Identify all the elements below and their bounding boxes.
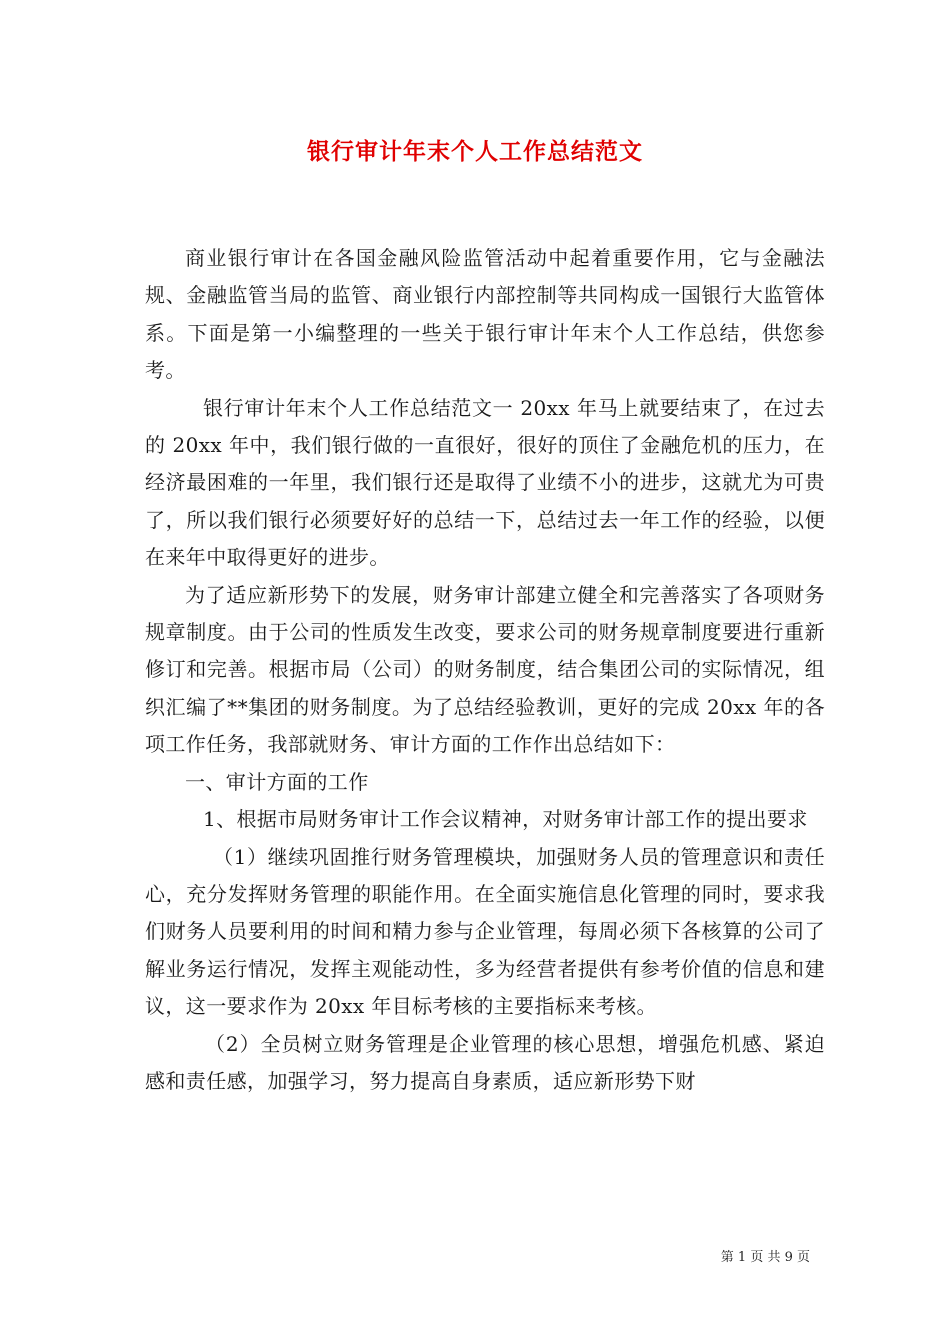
paragraph-intro: 商业银行审计在各国金融风险监管活动中起着重要作用，它与金融法规、金融监管当局的监管、商业银行内部控制等共同构成一国银行大监管体系。下面是第一小编整理的一些关于银行审计年末个人工作总结，供您参考。 xyxy=(145,246,825,383)
document-body xyxy=(145,240,825,1100)
document-title: 银行审计年末个人工作总结范文 xyxy=(307,138,643,165)
paragraph-summary-one: 银行审计年末个人工作总结范文一 20xx 年马上就要结束了，在过去的 20xx 年中，我们银行做的一直很好，很好的顶住了金融危机的压力，在经济最困难的一年里，我们银行还是取得了业绩不小的进步，这就尤为可贵了，所以我们银行必须要好好的总结一下，总结过去一年工作的经验，以便在来年中取得更好的进步。 xyxy=(145,395,825,570)
page-number-footer: 第 1 页 共 9 页 xyxy=(720,1250,810,1265)
paragraph-subitem-1: （1）继续巩固推行财务管理模块，加强财务人员的管理意识和责任心，充分发挥财务管理的职能作用。在全面实施信息化管理的同时，要求我们财务人员要利用的时间和精力参与企业管理，每周必须下各核算的公司了解业务运行情况，发挥主观能动性，多为经营者提供有参考价值的信息和建议，这一要求作为 20xx 年目标考核的主要指标来考核。 xyxy=(145,844,825,1019)
paragraph-subitem-2: （2）全员树立财务管理是企业管理的核心思想，增强危机感、紧迫感和责任感，加强学习，努力提高自身素质，适应新形势下财 xyxy=(145,1031,825,1093)
section-heading-audit: 一、审计方面的工作 xyxy=(185,769,369,794)
paragraph-finance-rules: 为了适应新形势下的发展，财务审计部建立健全和完善落实了各项财务规章制度。由于公司的性质发生改变，要求公司的财务规章制度要进行重新修订和完善。根据市局（公司）的财务制度，结合集团公司的实际情况，组织汇编了**集团的财务制度。为了总结经验教训，更好的完成 20xx 年的各项工作任务，我部就财务、审计方面的工作作出总结如下： xyxy=(145,582,825,757)
paragraph-item-1: 1、根据市局财务审计工作会议精神，对财务审计部工作的提出要求 xyxy=(203,807,808,832)
